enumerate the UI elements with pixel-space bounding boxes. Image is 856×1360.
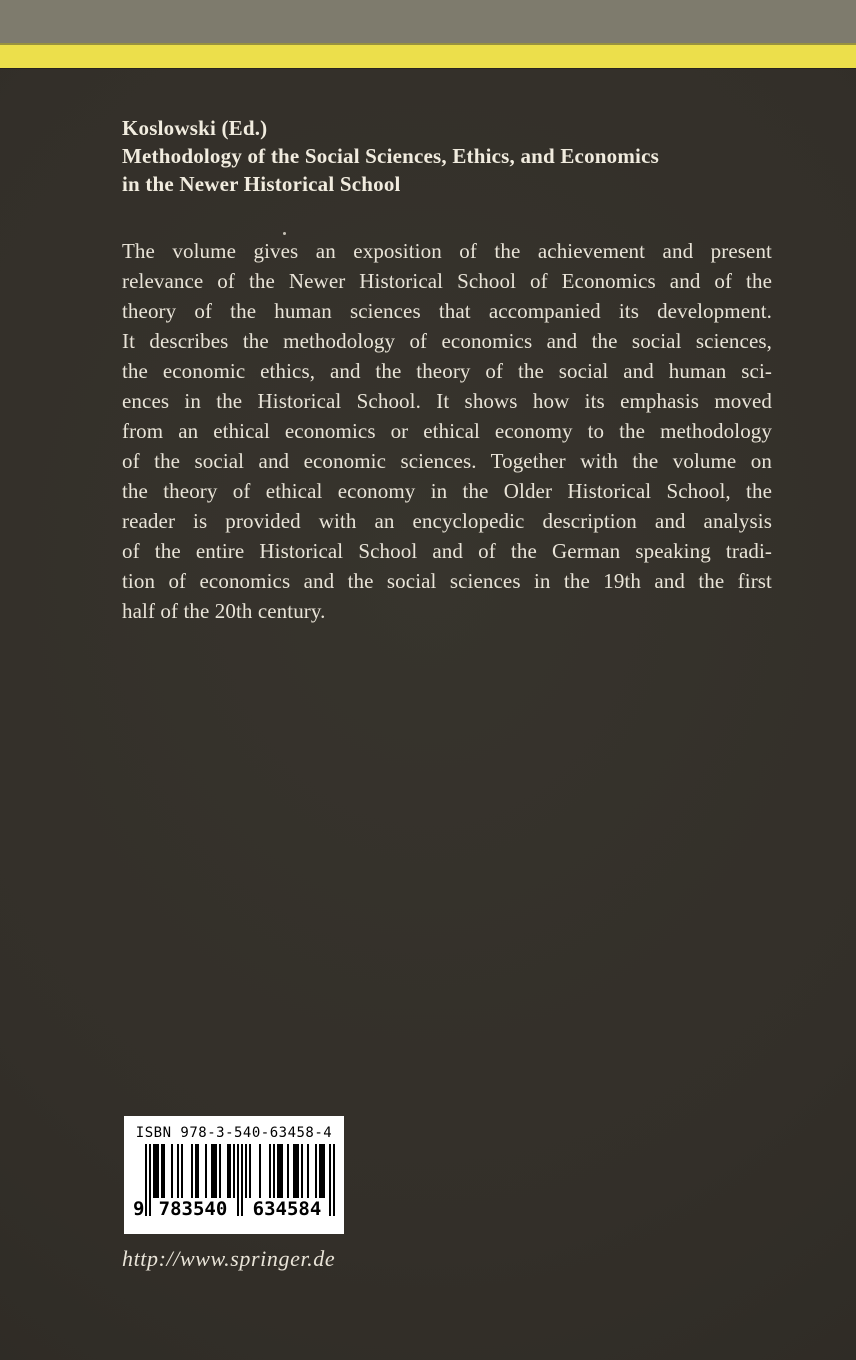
book-title-line-2: in the Newer Historical School xyxy=(122,172,401,196)
description-line: ences in the Historical School. It shows how its emphasis moved xyxy=(122,389,772,413)
description-line: of the social and economic sciences. Together with the volume on xyxy=(122,449,772,473)
description-line: theory of the human sciences that accompanied its development. xyxy=(122,299,772,323)
description-line: relevance of the Newer Historical School of Economics and of the xyxy=(122,269,772,293)
description-line: It describes the methodology of economics and the social sciences, xyxy=(122,329,772,353)
book-title-line-1: Methodology of the Social Sciences, Ethics, and Economics xyxy=(122,144,659,168)
print-speck xyxy=(283,232,286,235)
description-line: reader is provided with an encyclopedic description and analysis xyxy=(122,509,772,533)
yellow-accent-band xyxy=(0,43,856,68)
description-line: the economic ethics, and the theory of the social and human sci- xyxy=(122,359,772,383)
description-line: the theory of ethical economy in the Older Historical School, the xyxy=(122,479,772,503)
description-paragraph xyxy=(122,236,772,626)
svg-text:634584: 634584 xyxy=(252,1198,322,1218)
isbn-barcode-panel xyxy=(124,1116,344,1234)
description-line: tion of economics and the social sciences in the 19th and the first xyxy=(122,569,772,593)
svg-text:783540: 783540 xyxy=(158,1198,228,1218)
title-block xyxy=(122,114,782,198)
isbn-label: ISBN 978-3-540-63458-4 xyxy=(135,1125,333,1141)
top-gray-band xyxy=(0,0,856,43)
description-line: half of the 20th century. xyxy=(122,599,326,623)
svg-text:9: 9 xyxy=(133,1198,145,1218)
description-line: of the entire Historical School and of the German speaking tradi- xyxy=(122,539,772,563)
description-line: from an ethical economics or ethical economy to the methodology xyxy=(122,419,772,443)
publisher-url: http://www.springer.de xyxy=(122,1246,336,1271)
description-line: The volume gives an exposition of the achievement and present xyxy=(122,239,772,263)
editor-line: Koslowski (Ed.) xyxy=(122,116,268,140)
ean-barcode-svg xyxy=(133,1144,335,1218)
